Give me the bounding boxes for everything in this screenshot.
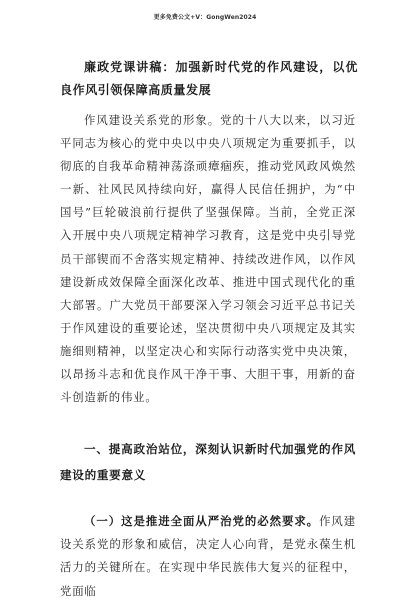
document-body — [60, 109, 356, 603]
subsection-paragraph — [60, 510, 356, 602]
section-heading: 一、提高政治站位，深刻认识新时代加强党的作风建设的重要意义 — [60, 442, 356, 483]
intro-paragraph: 作风建设关系党的形象。党的十八大以来，以习近平同志为核心的党中央以中央八项规定为重要抓手，以彻底的自我革命精神荡涤顽瘴痼疾，推动党风政风焕然一新、社风民风持续向好，赢得人民信任拥护，为“中国号”巨轮破浪前行提供了坚强保障。当前，全党正深入开展中央八项规定精神学习教育，这是党中央引导党员干部锲而不舍落实规定精神、持续改进作风，以作风建设新成效保障全面深化改革、推进中国式现代化的重大部署。广大党员干部要深入学习领会习近平总书记关于作风建设的重要论述，坚决贯彻中央八项规定及其实施细则精神，以坚定决心和实际行动落实党中央决策，以昂扬斗志和优良作风干净干事、大胆干事，用新的奋斗创造新的伟业。 — [60, 113, 356, 405]
subsection-lead: （一）这是推进全面从严治党的必然要求。 — [84, 514, 320, 529]
document-title: 廉政党课讲稿：加强新时代党的作风建设，以优良作风引领保障高质量发展 — [60, 60, 358, 97]
header-note: 更多免费公文+V：GongWen2024 — [153, 14, 257, 21]
subsection-text: 作风建设关系党的形象和威信，决定人心向背，是党永葆生机活力的关键所在。在实现中华民族伟大复兴的征程中，党面临 — [60, 514, 356, 598]
